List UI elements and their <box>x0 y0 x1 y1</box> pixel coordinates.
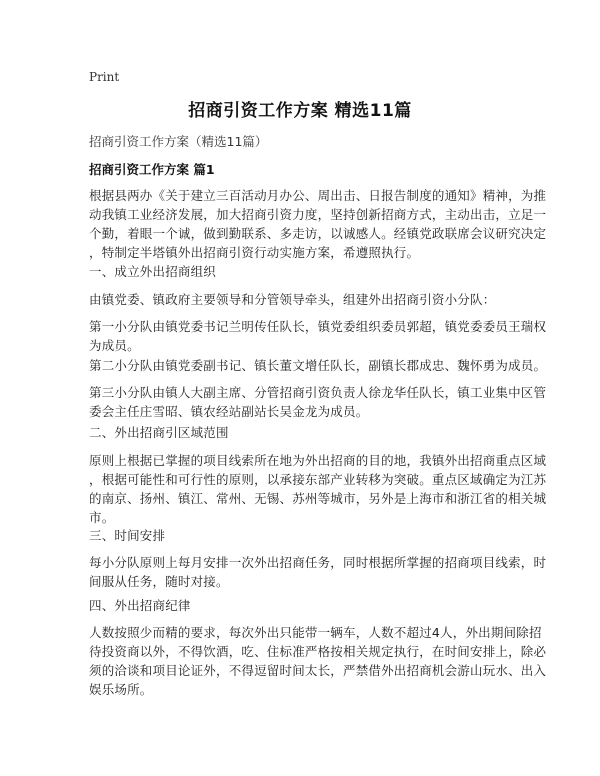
paragraph-line: 第三小分队由镇人大副主席、分管招商引资负责人徐龙华任队长，镇工业集中区管 <box>89 385 547 400</box>
paragraph-line: 动我镇工业经济发展，加大招商引资力度，坚持创新招商方式，主动出击，立足一 <box>89 207 547 222</box>
paragraph-line: 的南京、扬州、镇江、常州、无锡、苏州等城市，另外是上海市和浙江省的相关城 <box>89 491 547 506</box>
paragraph-line: 由镇党委、镇政府主要领导和分管领导牵头，组建外出招商引资小分队： <box>89 292 496 307</box>
paragraph-line: 每小分队原则上每月安排一次外出招商任务，同时根据所掌握的招商项目线索，时 <box>89 555 547 570</box>
paragraph-intro <box>89 186 547 262</box>
document-subtitle: 招商引资工作方案（精选11篇） <box>89 134 268 149</box>
subheading-organization <box>89 262 519 281</box>
paragraph-line: 原则上根据已掌握的项目线索所在地为外出招商的目的地，我镇外出招商重点区域 <box>89 453 547 468</box>
paragraph-line: 第二小分队由镇党委副书记、镇长董文增任队长，副镇长郡成忠、魏怀勇为成员。 <box>89 358 547 373</box>
paragraph-line: 人数按照少而精的要求，每次外出只能带一辆车，人数不超过4人，外出期间除招 <box>89 625 542 640</box>
subheading-text: 二、外出招商引区域范围 <box>89 425 229 440</box>
paragraph-line: 第一小分队由镇党委书记兰明传任队长，镇党委组织委员郭超，镇党委委员王瑞权 <box>89 319 547 334</box>
paragraph-line: 娱乐场所。 <box>89 682 153 697</box>
paragraph-line: ，特制定半塔镇外出招商引资行动实施方案，希遵照执行。 <box>89 245 420 260</box>
subheading-schedule <box>89 526 519 545</box>
section-heading: 招商引资工作方案 篇1 <box>89 162 215 177</box>
paragraph-discipline <box>89 623 547 699</box>
subheading-text: 三、时间安排 <box>89 528 166 543</box>
paragraph-team-2 <box>89 356 547 375</box>
print-label[interactable]: Print <box>89 70 120 84</box>
paragraph-region <box>89 451 547 527</box>
paragraph-line: 个勤，着眼一个诚，做到勤联系、多走访，以诚感人。经镇党政联席会议研究决定 <box>89 226 547 241</box>
paragraph-line: 间服从任务，随时对接。 <box>89 574 229 589</box>
paragraph-line: 根据县两办《关于建立三百活动月办公、周出击、日报告制度的通知》精神，为推 <box>89 188 547 203</box>
paragraph-schedule <box>89 553 547 591</box>
paragraph-line: 须的洽谈和项目论证外，不得逗留时间太长，严禁借外出招商机会游山玩水、出入 <box>89 663 547 678</box>
paragraph-line: 委会主任庄雪昭、镇农经站副站长吴金龙为成员。 <box>89 404 369 419</box>
paragraph-team-3 <box>89 383 547 421</box>
subheading-text: 一、成立外出招商组织 <box>89 264 217 279</box>
paragraph-line: 市。 <box>89 510 115 525</box>
page-title: 招商引资工作方案 精选11篇 <box>188 101 412 121</box>
subheading-region <box>89 423 519 442</box>
subheading-text: 四、外出招商纪律 <box>89 598 191 613</box>
paragraph-line: ，根据可能性和可行性的原则，以承接东部产业转移为突破。重点区域确定为江苏 <box>89 472 547 487</box>
paragraph-line: 为成员。 <box>89 338 140 353</box>
paragraph-line: 待投资商以外，不得饮酒，吃、住标准严格按相关规定执行，在时间安排上，除必 <box>89 644 547 659</box>
paragraph-team-intro <box>89 290 519 309</box>
subheading-discipline <box>89 596 519 615</box>
paragraph-team-1 <box>89 317 547 355</box>
